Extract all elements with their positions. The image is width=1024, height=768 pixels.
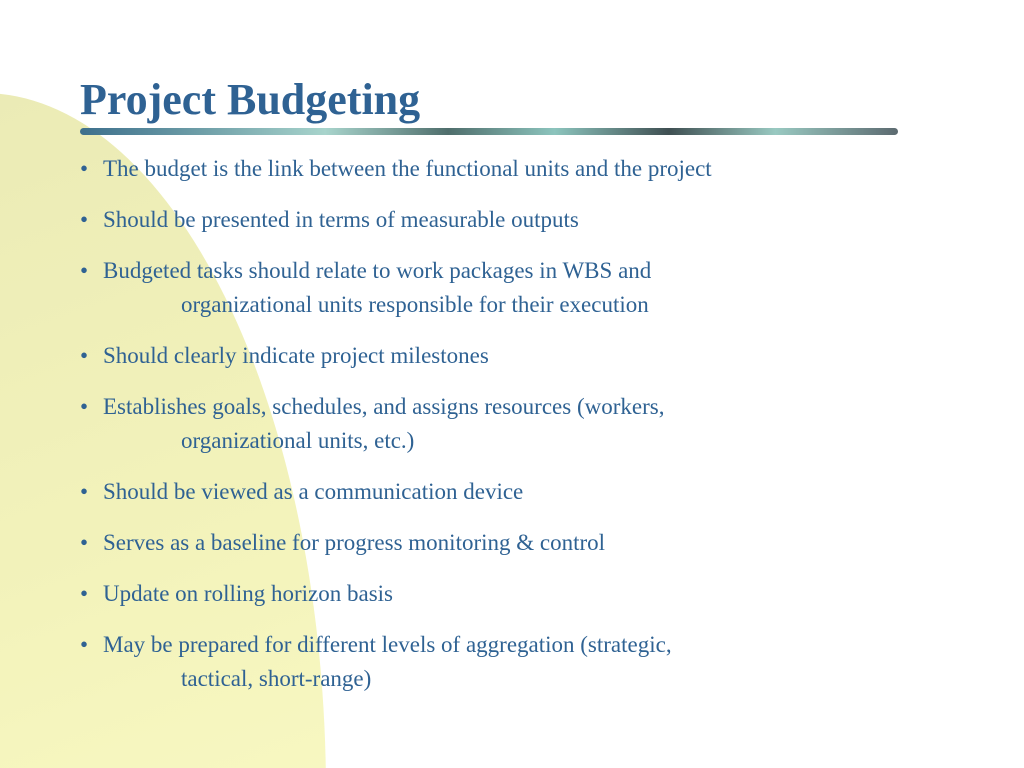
bullet-text: Update on rolling horizon basis (103, 581, 394, 606)
title-underline-rule (80, 128, 898, 135)
bullet-item (80, 390, 960, 458)
bullet-text: Should be viewed as a communication device (103, 479, 524, 504)
bullet-item (80, 526, 960, 560)
bullet-marker: • (80, 394, 89, 419)
bullet-item (80, 628, 960, 696)
bullet-text: The budget is the link between the functional units and the project (103, 156, 712, 181)
bullet-text: Serves as a baseline for progress monitoring & control (103, 530, 606, 555)
bullet-item (80, 152, 960, 186)
bullet-text: May be prepared for different levels of aggregation (strategic, (103, 632, 672, 657)
bullet-marker: • (80, 530, 89, 555)
bullet-text: Should clearly indicate project milestones (103, 343, 489, 368)
bullet-marker: • (80, 581, 89, 606)
bullet-marker: • (80, 207, 89, 232)
bullet-item (80, 475, 960, 509)
bullet-text-continuation: organizational units, etc.) (181, 428, 415, 453)
bullet-text: Should be presented in terms of measurable outputs (103, 207, 579, 232)
bullet-marker: • (80, 343, 89, 368)
bullet-text-continuation: tactical, short-range) (181, 666, 372, 691)
bullet-item (80, 339, 960, 373)
bullet-marker: • (80, 258, 89, 283)
bullet-item (80, 577, 960, 611)
bullet-marker: • (80, 632, 89, 657)
bullet-list (80, 152, 960, 713)
bullet-marker: • (80, 156, 89, 181)
bullet-text: Establishes goals, schedules, and assigns resources (workers, (103, 394, 665, 419)
slide-title: Project Budgeting (80, 75, 421, 124)
bullet-text-continuation: organizational units responsible for their execution (181, 292, 649, 317)
bullet-text: Budgeted tasks should relate to work packages in WBS and (103, 258, 652, 283)
bullet-item (80, 203, 960, 237)
bullet-item (80, 254, 960, 322)
bullet-marker: • (80, 479, 89, 504)
